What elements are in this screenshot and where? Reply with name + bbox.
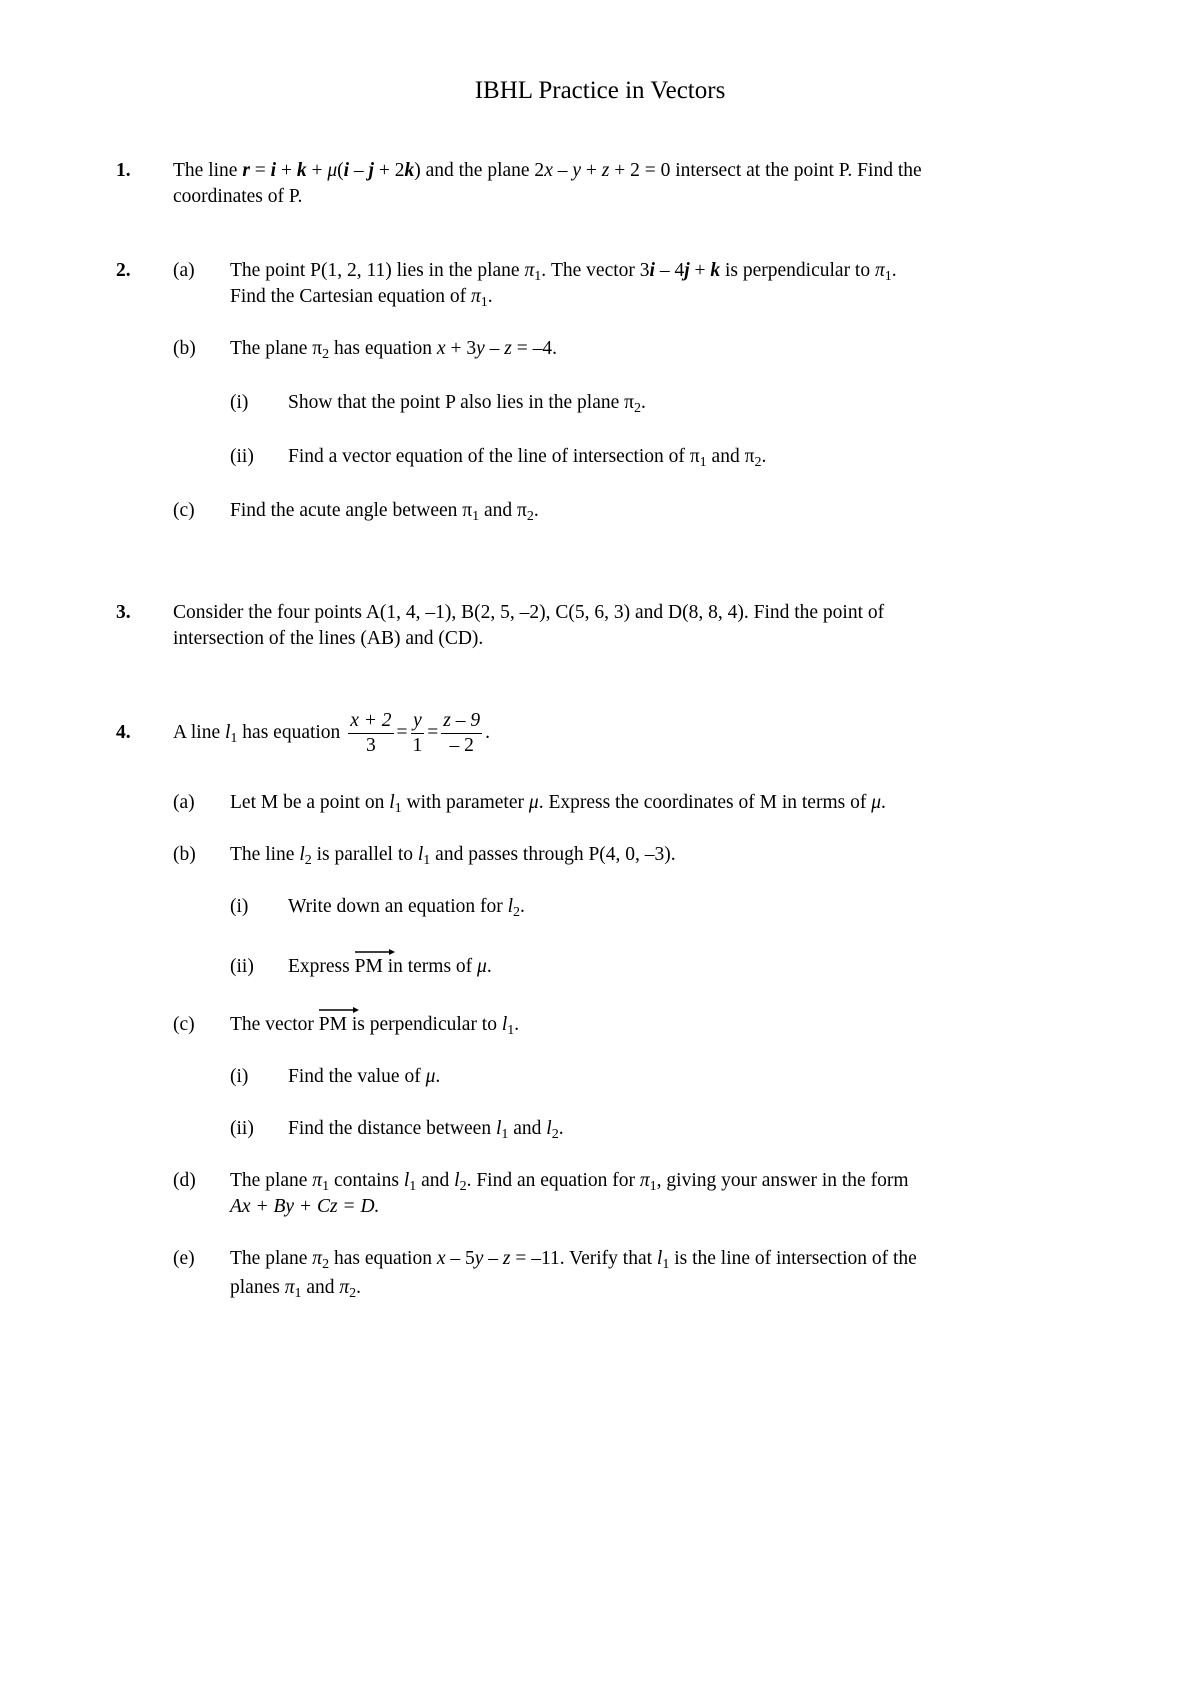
question-4b-ii-text: Express PM in terms of μ. bbox=[288, 954, 492, 980]
page-title: IBHL Practice in Vectors bbox=[474, 77, 726, 104]
vector-arrow-icon bbox=[355, 949, 395, 955]
question-4d-line-1: The plane $\pi_1$ contains $l_1$ and $l_2$. Find an equation for $\pi_1$, giving your answer in the form bbox=[230, 1170, 909, 1194]
question-4-number: 4. bbox=[116, 722, 131, 743]
question-4e-line-1: The plane $\pi_2$ has equation x – 5y – z = –11. Verify that $l_1$ is the line of intersection of the bbox=[230, 1248, 917, 1272]
fraction-y: $\frac{y}{1}$ bbox=[412, 710, 423, 757]
question-4b-ii-label: (ii) bbox=[230, 956, 254, 977]
question-3-line-1: Consider the four points A(1, 4, –1), B(2, 5, –2), C(5, 6, 3) and D(8, 8, 4). Find the point of bbox=[173, 602, 885, 623]
question-4b-text: The line $l_2$ is parallel to $l_1$ and passes through P(4, 0, –3). bbox=[230, 844, 676, 868]
question-4b-i-label: (i) bbox=[230, 896, 249, 917]
question-4c-label: (c) bbox=[173, 1014, 195, 1035]
question-4e-label: (e) bbox=[173, 1248, 195, 1269]
vector-arrow-icon bbox=[319, 1007, 359, 1013]
question-4c-text: The vector PM is perpendicular to $l_1$. bbox=[230, 1012, 519, 1038]
question-2b-ii-text: Find a vector equation of the line of intersection of $\pi_1$ and $\pi_2$. bbox=[288, 446, 767, 470]
question-2a-line-1: The point P(1, 2, 11) lies in the plane $\pi_1$. The vector 3i – 4j + k is perpendicular to $\pi_1$. bbox=[230, 260, 897, 284]
question-2c-label: (c) bbox=[173, 500, 195, 521]
question-4d-line-2: Ax + By + Cz = D. bbox=[230, 1196, 380, 1217]
question-1-line-2: coordinates of P. bbox=[173, 186, 303, 207]
question-2b-label: (b) bbox=[173, 338, 196, 359]
fraction-z: $\frac{z - 9}{- 2}$ bbox=[443, 710, 481, 757]
question-4e-line-2: planes $\pi_1$ and $\pi_2$. bbox=[230, 1277, 362, 1301]
vector-pm: PM bbox=[319, 1012, 347, 1038]
question-2a-line-2: Find the Cartesian equation of $\pi_1$. bbox=[230, 286, 493, 310]
question-2b-ii-label: (ii) bbox=[230, 446, 254, 467]
question-4c-i-label: (i) bbox=[230, 1066, 249, 1087]
question-2b-i-label: (i) bbox=[230, 392, 249, 413]
question-4b-label: (b) bbox=[173, 844, 196, 865]
question-1-number: 1. bbox=[116, 160, 131, 181]
question-3-line-2: intersection of the lines (AB) and (CD). bbox=[173, 628, 484, 649]
vector-pm: PM bbox=[355, 954, 383, 980]
question-4-intro: A line $l_1$ has equation $\frac{x + 2}{3}$ = $\frac{y}{1}$ = $\frac{z - 9}{- 2}$ . bbox=[173, 710, 490, 757]
question-4d-label: (d) bbox=[173, 1170, 196, 1191]
question-4c-i-text: Find the value of μ. bbox=[288, 1066, 441, 1087]
question-4a-text: Let M be a point on $l_1$ with parameter μ. Express the coordinates of M in terms of μ. bbox=[230, 792, 886, 816]
question-2c-text: Find the acute angle between $\pi_1$ and $\pi_2$. bbox=[230, 500, 539, 524]
question-4c-ii-label: (ii) bbox=[230, 1118, 254, 1139]
question-2b-i-text: Show that the point P also lies in the plane $\pi_2$. bbox=[288, 392, 646, 416]
question-4b-i-text: Write down an equation for $l_2$. bbox=[288, 896, 525, 920]
question-4a-label: (a) bbox=[173, 792, 195, 813]
question-2b-text: The plane $\pi_2$ has equation x + 3y – z = –4. bbox=[230, 338, 557, 362]
fraction-x: $\frac{x + 2}{3}$ bbox=[350, 710, 392, 757]
question-3-number: 3. bbox=[116, 602, 131, 623]
question-1-line-1: The line r = i + k + μ(i – j + 2k) and the plane 2x – y + z + 2 = 0 intersect at the point P. Find the bbox=[173, 160, 922, 181]
question-2a-label: (a) bbox=[173, 260, 195, 281]
question-4c-ii-text: Find the distance between $l_1$ and $l_2$. bbox=[288, 1118, 564, 1142]
question-2-number: 2. bbox=[116, 260, 131, 281]
